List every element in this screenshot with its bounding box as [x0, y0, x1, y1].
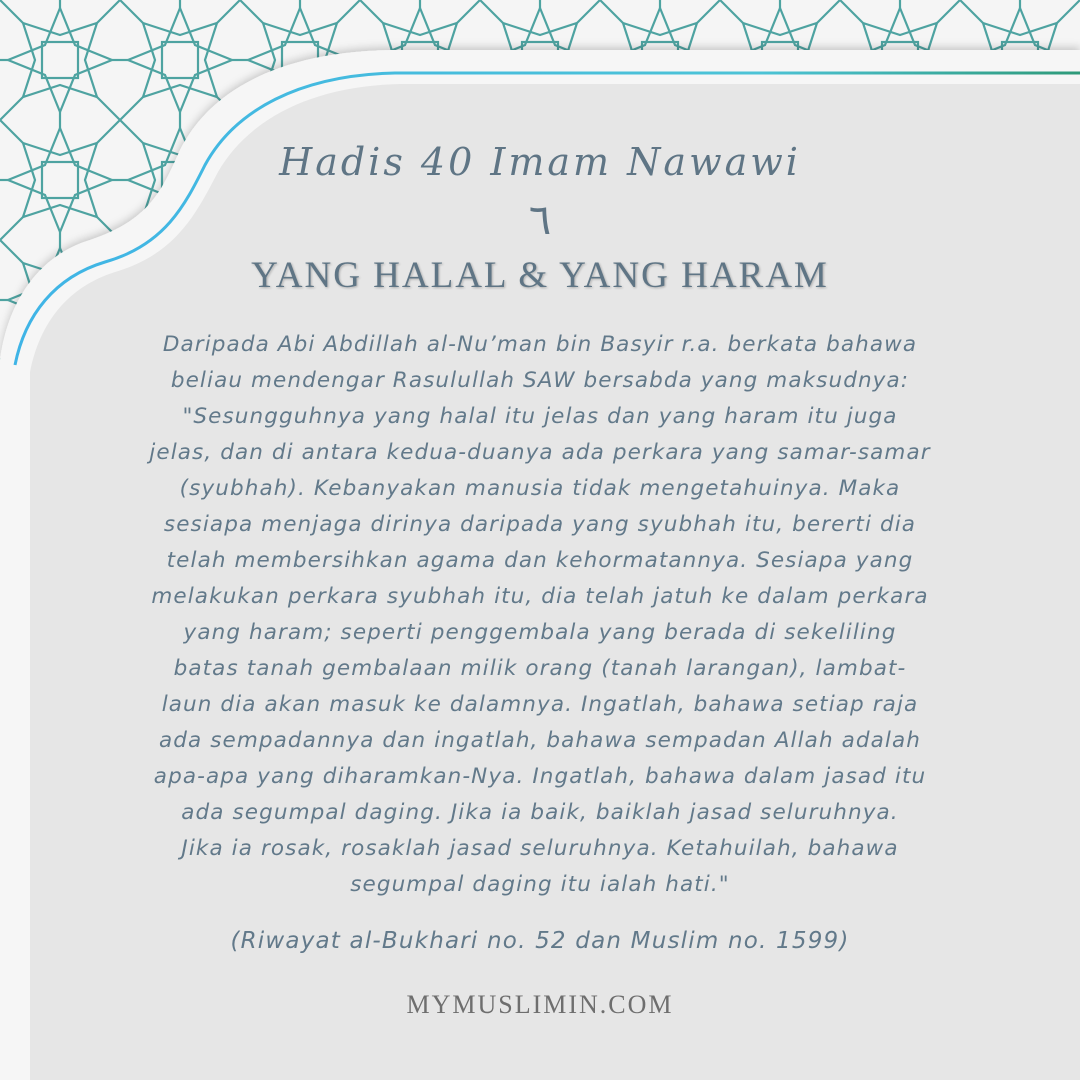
hadith-line: melakukan perkara syubhah itu, dia telah jatuh ke dalam perkara [151, 584, 929, 609]
website-url: MYMUSLIMIN.COM [406, 990, 674, 1019]
hadith-line: Jika ia rosak, rosaklah jasad seluruhnya. Ketahuilah, bahawa [181, 836, 899, 861]
series-title: Hadis 40 Imam Nawawi [279, 140, 801, 184]
hadith-line: ada segumpal daging. Jika ia baik, baiklah jasad seluruhnya. [181, 800, 899, 825]
hadith-line: telah membersihkan agama dan kehormatannya. Sesiapa yang [166, 548, 914, 573]
hadith-line: ada sempadannya dan ingatlah, bahawa sempadan Allah adalah [159, 728, 921, 753]
hadith-heading: YANG HALAL & YANG HARAM [251, 255, 829, 296]
hadith-line: segumpal daging itu ialah hati." [350, 872, 730, 897]
hadith-line: laun dia akan masuk ke dalamnya. Ingatlah, bahawa setiap raja [161, 692, 919, 717]
hadith-line: jelas, dan di antara kedua-duanya ada perkara yang samar-samar [149, 440, 931, 465]
hadith-line: sesiapa menjaga dirinya daripada yang syubhah itu, bererti dia [163, 512, 917, 537]
hadith-line: apa-apa yang diharamkan-Nya. Ingatlah, bahawa dalam jasad itu [153, 764, 927, 789]
hadith-line: batas tanah gembalaan milik orang (tanah larangan), lambat- [173, 656, 907, 681]
hadith-source: (Riwayat al-Bukhari no. 52 dan Muslim no. 1599) [230, 928, 850, 954]
hadith-line: (syubhah). Kebanyakan manusia tidak mengetahuinya. Maka [179, 476, 901, 501]
hadith-line: Daripada Abi Abdillah al-Nu’man bin Basyir r.a. berkata bahawa [162, 332, 918, 357]
hadith-number: ٦ [528, 195, 552, 244]
hadith-line: "Sesungguhnya yang halal itu jelas dan yang haram itu juga [182, 404, 898, 429]
hadith-text [100, 327, 980, 903]
hadith-line: beliau mendengar Rasulullah SAW bersabda yang maksudnya: [170, 368, 910, 393]
hadith-line: yang haram; seperti penggembala yang berada di sekeliling [183, 620, 897, 645]
